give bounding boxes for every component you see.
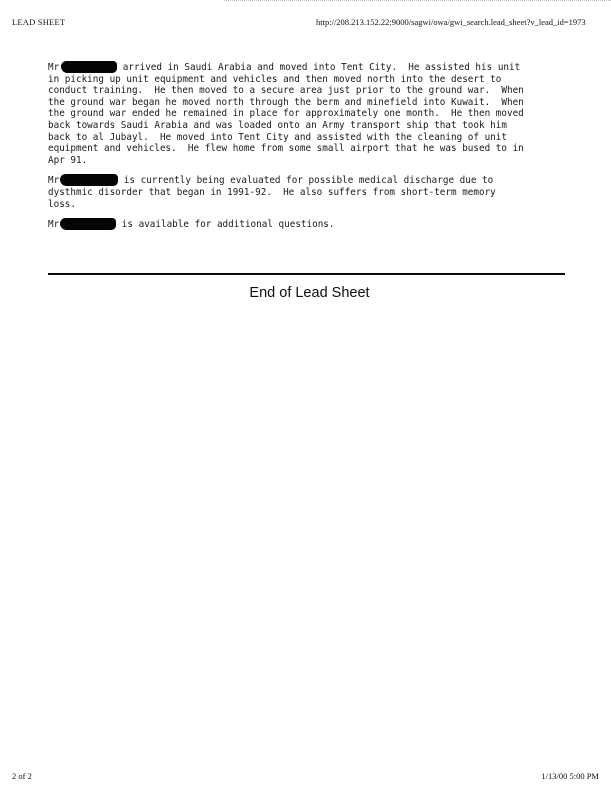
paragraph-3-prefix: Mr	[48, 219, 60, 231]
redaction-mark	[60, 218, 116, 230]
paragraph-3-text: is available for additional questions.	[116, 219, 335, 231]
paragraph-2-prefix: Mr	[48, 175, 60, 187]
page-number: 2 of 2	[12, 771, 32, 781]
paragraph-3	[48, 218, 563, 231]
top-dotted-rule	[224, 0, 611, 2]
paragraph-1-prefix: Mr	[48, 62, 60, 73]
end-of-sheet-title: End of Lead Sheet	[249, 285, 370, 301]
end-divider	[48, 273, 565, 275]
redaction-mark	[61, 61, 117, 73]
print-timestamp: 1/13/00 5:00 PM	[541, 771, 599, 781]
lead-sheet-body	[48, 61, 563, 239]
paragraph-1	[48, 61, 563, 166]
paragraph-2-text: is currently being evaluated for possible medical discharge due to dysthmic disorder that began in 1991-92. He also suffers from short-term memory loss.	[48, 175, 496, 210]
paragraph-1-text: arrived in Saudi Arabia and moved into Tent City. He assisted his unit in picking up unit equipment and vehicles and then moved north into the desert to conduct training. He then moved to a secure area just prior to the ground war. When the ground war began he moved north through the berm and minefield into Kuwait. When the ground war ended he remained in place for approximately one month. He then moved back towards Saudi Arabia and was loaded onto an Army transport ship that took him back to al Jubayl. He moved into Tent City and assisted with the cleaning of unit equipment and vehicles. He flew home from some small airport that he was bused to in Apr 91.	[48, 62, 524, 166]
page-header-title: LEAD SHEET	[12, 17, 66, 27]
redaction-mark	[60, 174, 118, 186]
paragraph-2	[48, 174, 563, 210]
page-header-url: http://208.213.152.22:9000/sagwi/owa/gwi_search.lead_sheet?v_lead_id=1973	[316, 17, 586, 27]
